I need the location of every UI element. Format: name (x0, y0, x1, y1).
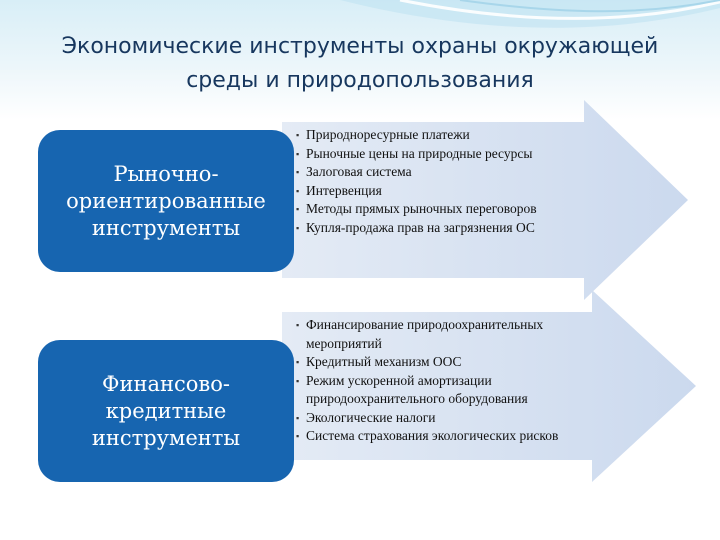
list-item: ▪ Режим ускоренной амортизации природоохранительного оборудования (296, 372, 606, 409)
title-line-1: Экономические инструменты охраны окружающей (61, 34, 659, 59)
category-label-finance: Финансово- кредитные инструменты (91, 371, 241, 450)
market-instruments-list (296, 126, 596, 237)
list-item: ▪ Природноресурные платежи (296, 126, 596, 145)
list-item: ▪ Купля-продажа прав на загрязнения ОС (296, 219, 596, 238)
finance-instruments-list (296, 316, 606, 446)
list-item: ▪ Интервенция (296, 182, 596, 201)
list-item: ▪ Система страхования экологических рисков (296, 427, 606, 446)
title-line-2: среды и природопользования (186, 68, 534, 93)
list-item: ▪ Залоговая система (296, 163, 596, 182)
list-item: ▪ Кредитный механизм ООС (296, 353, 606, 372)
list-item: ▪ Финансирование природоохранительных мероприятий (296, 316, 606, 353)
list-item: ▪ Экологические налоги (296, 409, 606, 428)
list-item: ▪ Рыночные цены на природные ресурсы (296, 145, 596, 164)
category-label-market: Рыночно- ориентированные инструменты (66, 161, 266, 240)
category-box-market (38, 130, 294, 272)
category-box-finance (38, 340, 294, 482)
list-item: ▪ Методы прямых рыночных переговоров (296, 200, 596, 219)
